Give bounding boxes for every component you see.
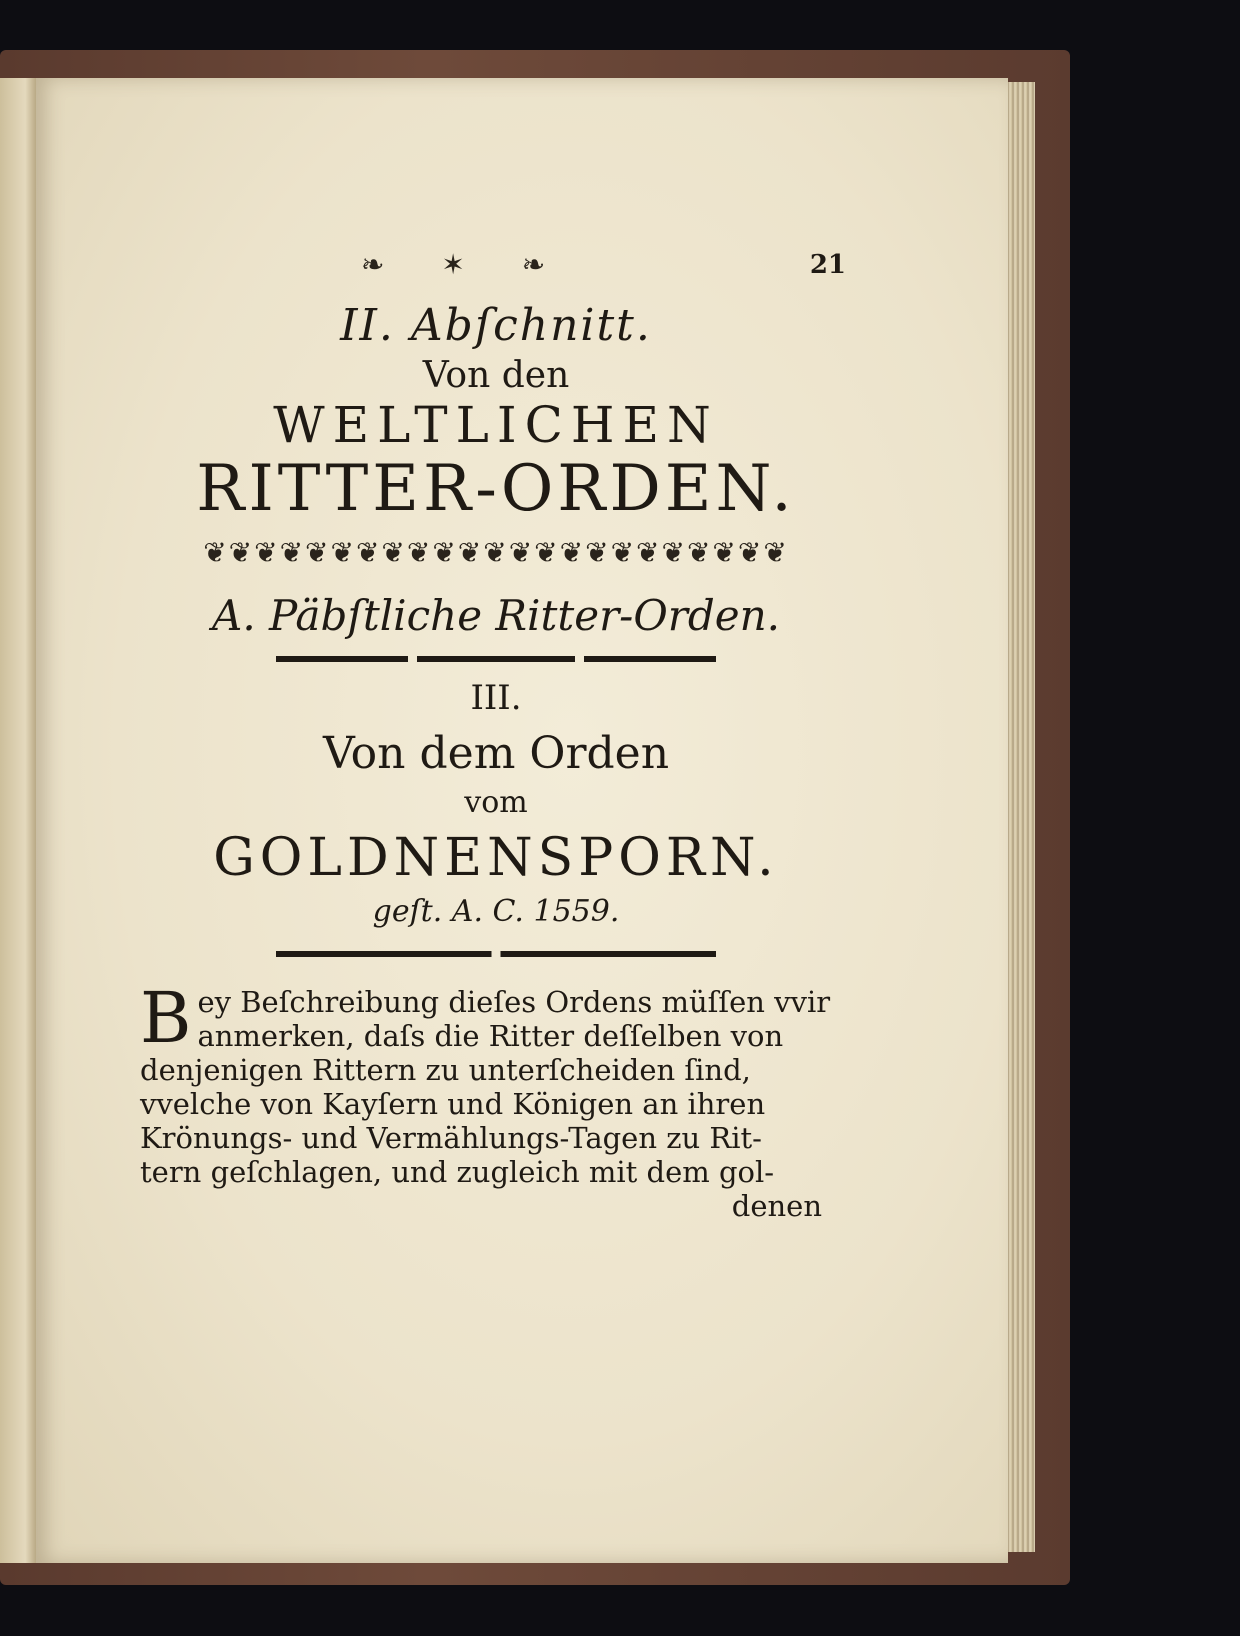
body-line: ey Beſchreibung dieſes Ordens müſſen vvir <box>197 985 831 1019</box>
chapter-title-line-2: vom <box>464 785 528 820</box>
chapter-number: III. <box>470 678 522 718</box>
page-number: 21 <box>809 250 846 280</box>
title-line-2: RITTER-ORDEN. <box>196 452 796 526</box>
body-line: denjenigen Rittern zu unterſcheiden ſind, <box>140 1053 751 1087</box>
left-page-edge <box>0 78 36 1563</box>
catchword: denen <box>731 1189 822 1223</box>
rule-divider <box>276 656 716 662</box>
body-line: tern geſchlagen, und zugleich mit dem gol- <box>140 1155 775 1189</box>
chapter-title-line-3: GOLDNENSPORN. <box>213 828 779 888</box>
rule-divider-2 <box>276 951 716 957</box>
body-text <box>136 977 856 1223</box>
book-page <box>36 78 1008 1563</box>
founding-date: geſt. A. C. 1559. <box>372 894 620 929</box>
divider-ornament-icon: ❦❦❦❦❦❦❦❦❦❦❦❦❦❦❦❦❦❦❦❦❦❦❦ <box>203 536 789 569</box>
drop-cap: B <box>140 977 192 1059</box>
body-line: vvelche von Kayſern und Königen an ihren <box>140 1087 766 1121</box>
page-edges <box>1005 82 1035 1552</box>
title-prefix: Von den <box>422 355 570 396</box>
header-ornament-icon: ❧ ✶ ❧ <box>361 248 570 281</box>
body-line: Krönungs- und Vermählungs-Tagen zu Rit- <box>140 1121 762 1155</box>
chapter-title-line-1: Von dem Orden <box>322 728 670 779</box>
section-label: II. Abſchnitt. <box>340 300 652 351</box>
title-line-1: WELTLICHEN <box>273 396 719 454</box>
page-content <box>136 248 856 1448</box>
body-line: anmerken, daſs die Ritter deſſelben von <box>197 1019 784 1053</box>
subheading: A. Päbſtliche Ritter-Orden. <box>212 591 780 640</box>
page-header <box>136 248 856 288</box>
